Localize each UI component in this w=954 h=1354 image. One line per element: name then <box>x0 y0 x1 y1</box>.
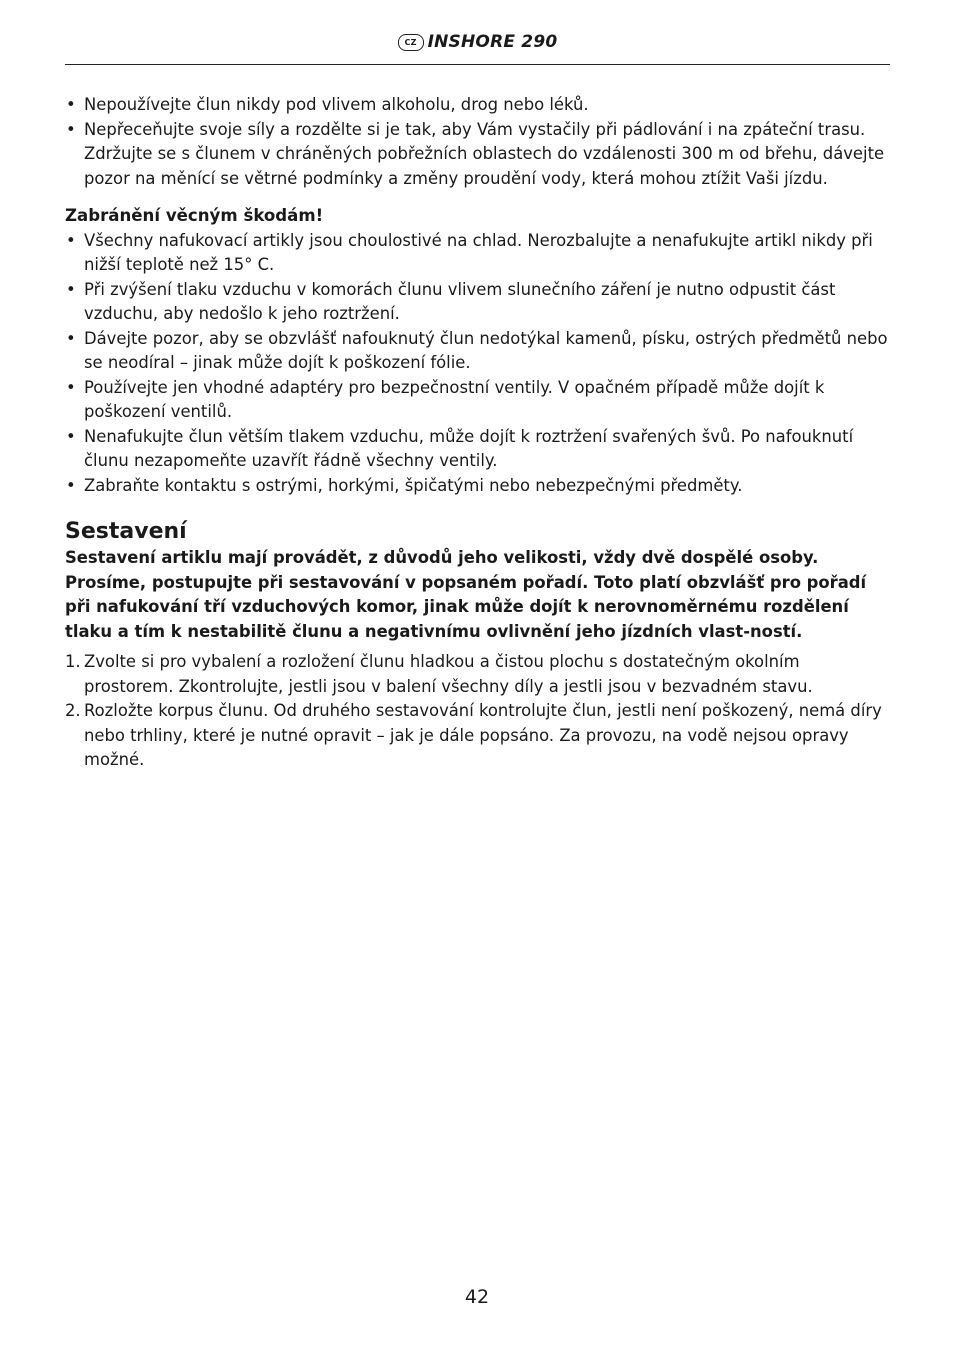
assembly-intro: Sestavení artiklu mají provádět, z důvodů jeho velikosti, vždy dvě dospělé osoby. Prosíme, postupujte při sestavování v popsaném pořadí. Toto platí obzvlášť pro pořadí při nafukování tří vzduchových komor, jinak může dojít k nerovnoměrnému rozdělení tlaku a tím k nestabilitě člunu a negativnímu ovlivnění jeho jízdních vlast-ností. <box>65 548 867 641</box>
page-header <box>65 30 890 65</box>
header-title-row <box>65 32 890 52</box>
country-badge-icon: CZ <box>398 34 424 51</box>
product-title: INSHORE 290 <box>427 32 558 52</box>
page-content <box>65 93 891 773</box>
list-item: • Při zvýšení tlaku vzduchu v komorách člunu vlivem slunečního záření je nutno odpustit část vzduchu, aby nedošlo k jeho roztržení. <box>65 278 891 327</box>
step-number: 1. <box>65 652 81 671</box>
list-item <box>65 699 891 773</box>
list-item: • Dávejte pozor, aby se obzvlášť nafouknutý člun nedotýkal kamenů, písku, ostrých předmětů nebo se neodíral – jinak může dojít k poškození fólie. <box>65 327 891 376</box>
assembly-steps <box>65 650 891 773</box>
damage-list <box>65 229 891 499</box>
step-text: Zvolte si pro vybalení a rozložení člunu hladkou a čistou plochu s dostatečným okolním prostorem. Zkontrolujte, jestli jsou v balení všechny díly a jestli jsou v bezvadném stavu. <box>84 652 813 696</box>
list-item: • Nenafukujte člun větším tlakem vzduchu, může dojít k roztržení svařených švů. Po nafouknutí člunu nezapomeňte uzavřít řádně všechny ventily. <box>65 425 891 474</box>
step-number: 2. <box>65 701 81 720</box>
list-item <box>65 650 891 699</box>
list-item: • Všechny nafukovací artikly jsou choulostivé na chlad. Nerozbalujte a nenafukujte artikl nikdy při nižší teplotě než 15° C. <box>65 229 891 278</box>
list-item: • Nepřeceňujte svoje síly a rozdělte si je tak, aby Vám vystačily při pádlování i na zpáteční trasu. Zdržujte se s člunem v chráněných pobřežních oblastech do vzdálenosti 300 m od břehu, dávejte pozor na měnící se větrné podmínky a změny proudění vody, která mohou ztížit Vaši jízdu. <box>65 118 891 192</box>
list-item: • Nepoužívejte člun nikdy pod vlivem alkoholu, drog nebo léků. <box>65 93 891 118</box>
assembly-section-heading: Sestavení <box>65 519 187 544</box>
list-item: • Používejte jen vhodné adaptéry pro bezpečnostní ventily. V opačném případě může dojít k poškození ventilů. <box>65 376 891 425</box>
damage-section-heading: Zabránění věcným škodám! <box>65 206 324 225</box>
list-item: • Zabraňte kontaktu s ostrými, horkými, špičatými nebo nebezpečnými předměty. <box>65 474 891 499</box>
step-text: Rozložte korpus člunu. Od druhého sestavování kontrolujte člun, jestli není poškozený, nemá díry nebo trhliny, které je nutné opravit – jak je dále popsáno. Za provozu, na vodě nejsou opravy možné. <box>84 701 882 769</box>
page-number: 42 <box>464 1286 490 1308</box>
top-warning-list <box>65 93 891 191</box>
